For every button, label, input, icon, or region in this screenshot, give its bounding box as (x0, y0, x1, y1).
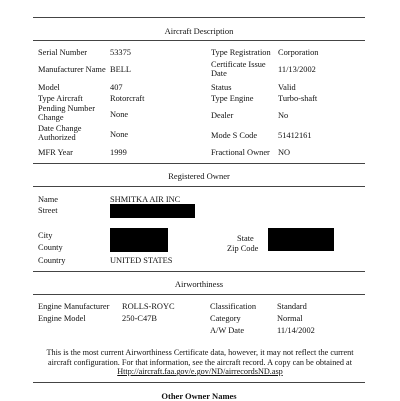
aircraft-records-link[interactable]: Http://aircraft.faa.gov/e.gov/ND/airrecordsND.asp (117, 367, 283, 377)
engine-model-value: 250-C47B (122, 314, 157, 323)
serial-number-label: Serial Number (38, 48, 88, 57)
top-divider (33, 17, 365, 18)
model-label: Model (38, 83, 60, 92)
notice-divider (33, 382, 365, 383)
engine-manufacturer-value: ROLLS-ROYC (122, 302, 175, 311)
city-county-redaction (110, 228, 168, 252)
pending-number-change-label: Pending Number Change (38, 104, 95, 122)
engine-manufacturer-label: Engine Manufacturer (38, 302, 110, 311)
type-engine-value: Turbo-shaft (278, 94, 318, 103)
status-label: Status (211, 83, 232, 92)
state-zip-redaction (268, 228, 334, 251)
dealer-value: No (278, 111, 289, 120)
owner-name-value: SHMITKA AIR INC (110, 195, 181, 204)
mfr-year-label: MFR Year (38, 148, 73, 157)
dealer-label: Dealer (211, 111, 234, 120)
mfr-year-value: 1999 (110, 148, 127, 157)
serial-number-value: 53375 (110, 48, 131, 57)
date-change-authorized-value: None (110, 130, 129, 139)
certificate-issue-date-value: 11/13/2002 (278, 65, 316, 74)
county-label: County (38, 243, 63, 252)
type-engine-label: Type Engine (211, 94, 254, 103)
type-aircraft-value: Rotorcraft (110, 94, 145, 103)
classification-value: Standard (277, 302, 307, 311)
fractional-owner-value: NO (278, 148, 291, 157)
country-label: Country (38, 256, 66, 265)
airworthiness-notice (40, 348, 360, 377)
certificate-issue-date-label: Certificate Issue Date (211, 60, 266, 78)
street-redaction (110, 204, 195, 218)
airworthiness-divider (33, 294, 365, 295)
country-value: UNITED STATES (110, 256, 173, 265)
zip-code-label: Zip Code (227, 244, 259, 253)
airworthiness-title: Airworthiness (174, 279, 224, 289)
registered-owner-top-divider (33, 163, 365, 164)
type-aircraft-label: Type Aircraft (38, 94, 83, 103)
aircraft-description-title: Aircraft Description (164, 26, 234, 36)
mode-s-code-value: 51412161 (278, 131, 312, 140)
registered-owner-title: Registered Owner (168, 171, 230, 181)
fractional-owner-label: Fractional Owner (211, 148, 270, 157)
pending-number-change-value: None (110, 110, 129, 119)
airworthiness-top-divider (33, 271, 365, 272)
model-value: 407 (110, 83, 123, 92)
aw-date-label: A/W Date (210, 326, 245, 335)
status-value: Valid (278, 83, 296, 92)
aircraft-description-divider (33, 40, 365, 41)
city-label: City (38, 231, 53, 240)
aw-date-value: 11/14/2002 (277, 326, 315, 335)
registered-owner-divider (33, 186, 365, 187)
mode-s-code-label: Mode S Code (211, 131, 258, 140)
notice-text: This is the most current Airworthiness Certificate data, however, it may not reflect the current aircraft configuration. For that information, see the aircraft record. A copy can be obtained at (46, 348, 354, 367)
street-label: Street (38, 206, 58, 215)
engine-model-label: Engine Model (38, 314, 86, 323)
classification-label: Classification (210, 302, 257, 311)
type-registration-label: Type Registration (211, 48, 271, 57)
category-label: Category (210, 314, 241, 323)
type-registration-value: Corporation (278, 48, 319, 57)
owner-name-label: Name (38, 195, 58, 204)
date-change-authorized-label: Date Change Authorized (38, 124, 82, 142)
manufacturer-name-value: BELL (110, 65, 131, 74)
category-value: Normal (277, 314, 303, 323)
manufacturer-name-label: Manufacturer Name (38, 65, 106, 74)
state-label: State (237, 234, 254, 243)
other-owner-names-title: Other Owner Names (161, 391, 237, 401)
